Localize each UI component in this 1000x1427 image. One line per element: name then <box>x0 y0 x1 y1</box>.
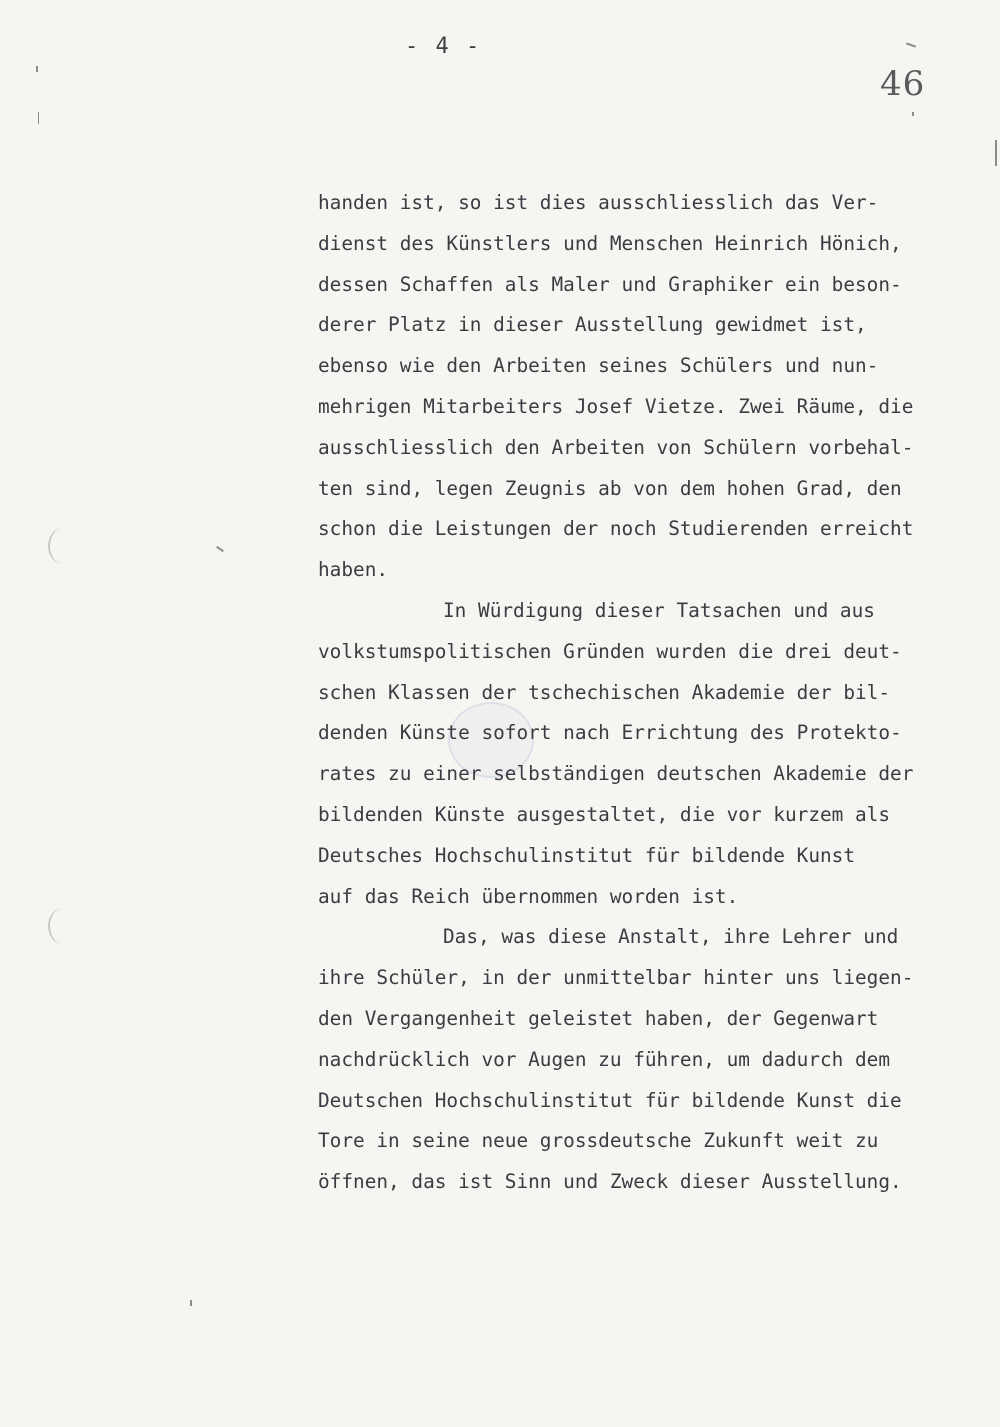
text-line: dienst des Künstlers und Menschen Heinrich Hönich, <box>318 231 902 255</box>
text-line: denden Künste sofort nach Errichtung des Protekto- <box>318 721 902 745</box>
paper-speck <box>906 42 916 47</box>
text-line: ten sind, legen Zeugnis ab von dem hohen Grad, den <box>318 476 902 500</box>
text-line: ausschliesslich den Arbeiten von Schülern vorbehal- <box>318 435 914 459</box>
paper-speck <box>36 66 38 72</box>
page-number: - 4 - <box>405 34 482 59</box>
text-line: Deutschen Hochschulinstitut für bildende Kunst die <box>318 1088 902 1112</box>
punch-hole <box>48 528 78 564</box>
text-line: handen ist, so ist dies ausschliesslich das Ver- <box>318 191 879 214</box>
paper-speck <box>995 140 997 166</box>
text-line: Deutsches Hochschulinstitut für bildende Kunst <box>318 843 856 867</box>
text-line: Tore in seine neue grossdeutsche Zukunft weit zu <box>318 1129 879 1153</box>
paragraph-start-line: Das, was diese Anstalt, ihre Lehrer und <box>443 925 899 949</box>
punch-hole <box>48 908 78 944</box>
text-line: mehrigen Mitarbeiters Josef Vietze. Zwei Räume, die <box>318 394 914 418</box>
text-line: den Vergangenheit geleistet haben, der Gegenwart <box>318 1006 879 1030</box>
text-line: dessen Schaffen als Maler und Graphiker ein beson- <box>318 272 902 296</box>
text-line: haben. <box>318 558 389 582</box>
text-line: ihre Schüler, in der unmittelbar hinter uns liegen- <box>318 966 914 990</box>
paper-speck <box>216 546 224 552</box>
text-line: schen Klassen der tschechischen Akademie der bil- <box>318 680 891 704</box>
text-line: derer Platz in dieser Ausstellung gewidmet ist, <box>318 313 867 337</box>
text-line: volkstumspolitischen Gründen wurden die drei deut- <box>318 639 902 663</box>
folio-number: 46 <box>880 64 926 104</box>
paragraph-start-line: In Würdigung dieser Tatsachen und aus <box>443 598 875 622</box>
typewritten-body <box>318 183 968 1203</box>
text-line: nachdrücklich vor Augen zu führen, um dadurch dem <box>318 1047 891 1071</box>
text-line: ebenso wie den Arbeiten seines Schülers und nun- <box>318 354 879 378</box>
paper-speck <box>190 1300 192 1306</box>
paper-speck <box>912 112 914 116</box>
text-line: auf das Reich übernommen worden ist. <box>318 884 739 908</box>
text-line: bildenden Künste ausgestaltet, die vor kurzem als <box>318 802 891 826</box>
text-line: öffnen, das ist Sinn und Zweck dieser Ausstellung. <box>318 1170 902 1194</box>
text-line: rates zu einer selbständigen deutschen Akademie der <box>318 762 914 786</box>
text-line: schon die Leistungen der noch Studierenden erreicht <box>318 517 914 541</box>
paper-speck <box>38 112 39 124</box>
